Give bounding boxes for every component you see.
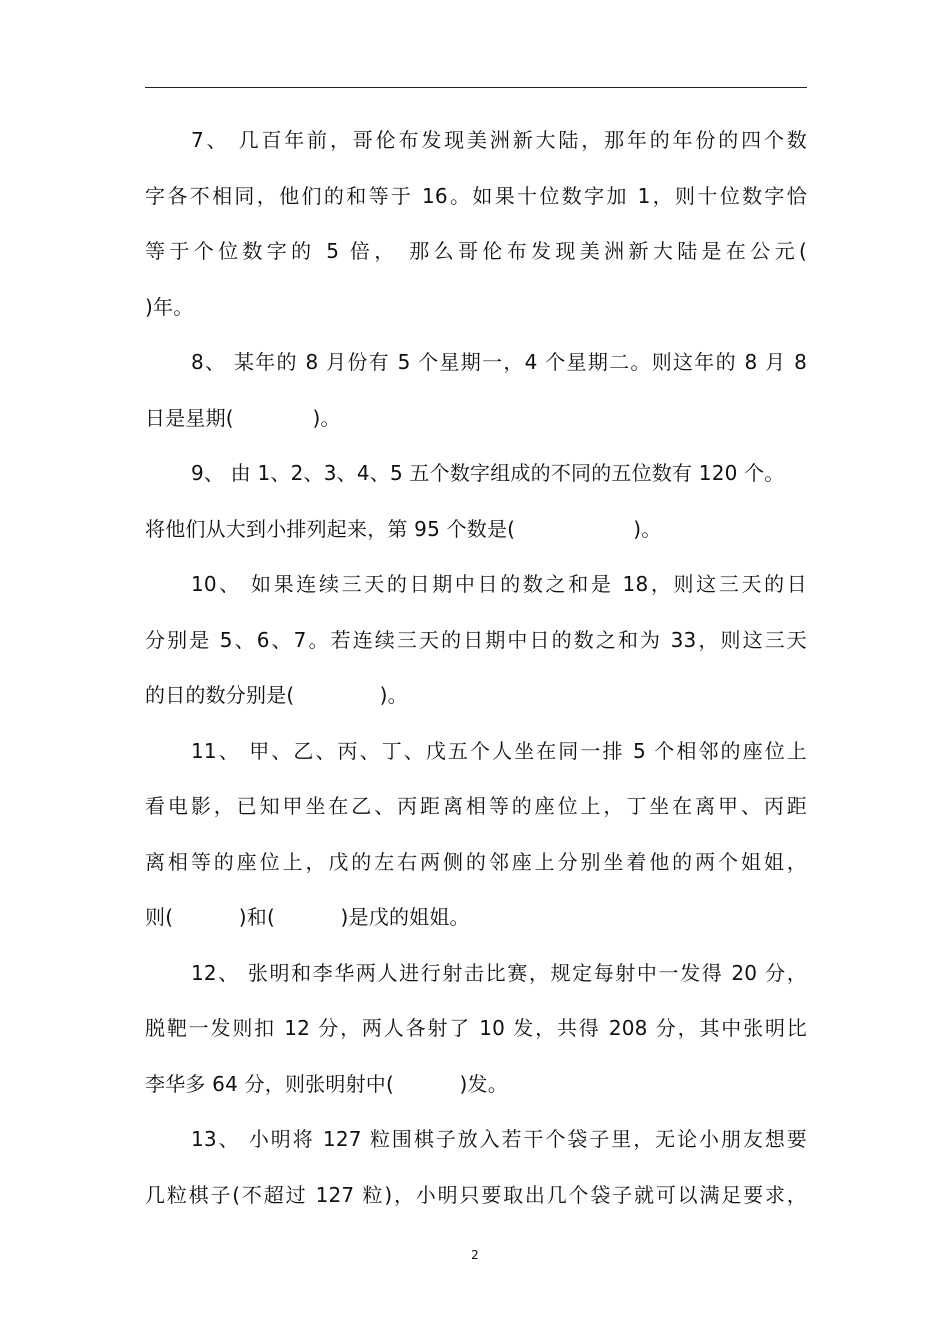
header-rule — [145, 87, 807, 88]
question-9-line-1: 9、 由 1、2、3、4、5 五个数字组成的不同的五位数有 120 个。 — [191, 461, 785, 485]
question-7-line-3: 等于个位数字的 5 倍， 那么哥伦布发现美洲新大陆是在公元( — [145, 239, 807, 263]
question-7-line-4: )年。 — [145, 294, 194, 319]
question-12-line-1: 12、 张明和李华两人进行射击比赛，规定每射中一发得 20 分， — [191, 960, 807, 985]
question-13-line-1: 13、 小明将 127 粒围棋子放入若干个袋子里，无论小朋友想要 — [191, 1127, 807, 1151]
page-number: 2 — [471, 1248, 479, 1262]
question-9-line-2: 将他们从大到小排列起来，第 95 个数是( )。 — [145, 516, 662, 541]
question-8-line-1: 8、 某年的 8 月份有 5 个星期一，4 个星期二。则这年的 8 月 8 — [191, 350, 807, 374]
question-11-line-2: 看电影，已知甲坐在乙、丙距离相等的座位上，丁坐在离甲、丙距 — [145, 794, 807, 818]
question-7-line-1: 7、 几百年前，哥伦布发现美洲新大陆，那年的年份的四个数 — [191, 128, 807, 152]
question-11-line-4: 则( )和( )是戊的姐姐。 — [145, 905, 470, 929]
question-10-line-2: 分别是 5、6、7。若连续三天的日期中日的数之和为 33，则这三天 — [145, 627, 807, 652]
question-10-line-3: 的日的数分别是( )。 — [145, 683, 408, 707]
document-body — [145, 113, 807, 1223]
question-11-line-1: 11、 甲、乙、丙、丁、戊五个人坐在同一排 5 个相邻的座位上 — [191, 738, 807, 763]
question-7-line-2: 字各不相同，他们的和等于 16。如果十位数字加 1，则十位数字恰 — [145, 183, 807, 208]
question-12-line-3: 李华多 64 分，则张明射中( )发。 — [145, 1071, 508, 1096]
question-11-line-3: 离相等的座位上，戊的左右两侧的邻座上分别坐着他的两个姐姐， — [145, 849, 807, 874]
question-10-line-1: 10、 如果连续三天的日期中日的数之和是 18，则这三天的日 — [191, 572, 807, 596]
question-8-line-2: 日是星期( )。 — [145, 405, 341, 430]
question-13-line-2: 几粒棋子(不超过 127 粒)，小明只要取出几个袋子就可以满足要求， — [145, 1182, 807, 1207]
question-12-line-2: 脱靶一发则扣 12 分，两人各射了 10 发，共得 208 分，其中张明比 — [145, 1016, 807, 1040]
